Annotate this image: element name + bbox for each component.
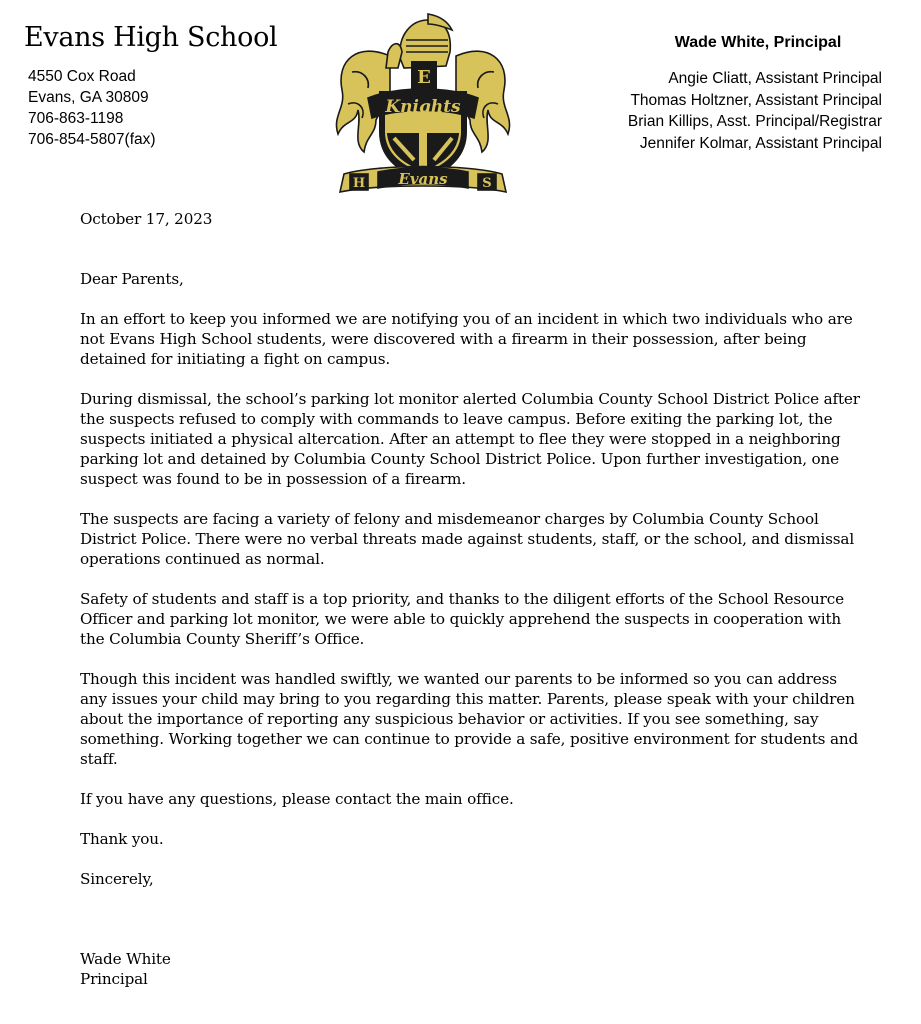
school-address	[28, 66, 156, 150]
paragraph: Safety of students and staff is a top priority, and thanks to the diligent efforts of the School Resource Officer and parking lot monitor, we were able to quickly apprehend the suspects in cooperation with the Columbia County Sheriff’s Office.	[80, 590, 844, 648]
assistant-principal: Thomas Holtzner, Assistant Principal	[630, 91, 882, 109]
principal-name: Wade White, Principal	[674, 34, 842, 51]
closing: Sincerely,	[80, 870, 154, 888]
signature-title: Principal	[80, 970, 148, 988]
address-city-state-zip: Evans, GA 30809	[28, 89, 149, 106]
paragraph: In an effort to keep you informed we are notifying you of an incident in which two individuals who are not Evans High School students, were discovered with a firearm in their possession, after being detained for initiating a fight on campus.	[80, 310, 853, 368]
letter-body	[80, 209, 860, 989]
letter-date: October 17, 2023	[80, 210, 213, 228]
thank-you-line: Thank you.	[80, 830, 164, 848]
address-phone: 706-863-1198	[28, 110, 124, 127]
crest-banner-bottom-text: Evans	[398, 170, 448, 188]
assistant-principal: Angie Cliatt, Assistant Principal	[668, 70, 882, 87]
school-name: Evans High School	[24, 22, 278, 53]
signature-block	[80, 949, 860, 989]
school-crest-logo	[328, 12, 518, 198]
crest-tab-right-letter: S	[482, 176, 492, 191]
assistant-principal: Brian Killips, Asst. Principal/Registrar	[627, 113, 882, 130]
paragraph: The suspects are facing a variety of felony and misdemeanor charges by Columbia County School District Police. There were no verbal threats made against students, staff, or the school, and dismissal operations continued as normal.	[80, 510, 855, 568]
paragraph: During dismissal, the school’s parking lot monitor alerted Columbia County School District Police after the suspects refused to comply with commands to leave campus. Before exiting the parking lot, the suspects initiated a physical altercation. After an attempt to flee they were stopped in a neighboring parking lot and detained by Columbia County School District Police. Upon further investigation, one suspect was found to be in possession of a firearm.	[80, 390, 860, 488]
crest-helmet	[386, 14, 452, 68]
signature-name: Wade White	[80, 950, 171, 968]
paragraph: If you have any questions, please contact the main office.	[80, 790, 514, 808]
address-fax: 706-854-5807(fax)	[28, 131, 156, 148]
assistant-principal: Jennifer Kolmar, Assistant Principal	[639, 134, 882, 152]
salutation: Dear Parents,	[80, 270, 184, 288]
assistant-principals-list	[628, 68, 882, 154]
crest-shield-letter: E	[417, 67, 431, 88]
paragraph: Though this incident was handled swiftly, we wanted our parents to be informed so you can address any issues your child may bring to you regarding this matter. Parents, please speak with your children about the importance of reporting any suspicious behavior or activities. If you see something, say something. Working together we can continue to provide a safe, positive environment for students and staff.	[80, 670, 859, 768]
crest-banner-top-text: Knights	[385, 97, 461, 117]
address-street: 4550 Cox Road	[28, 68, 136, 85]
crest-tab-left-letter: H	[352, 176, 366, 191]
